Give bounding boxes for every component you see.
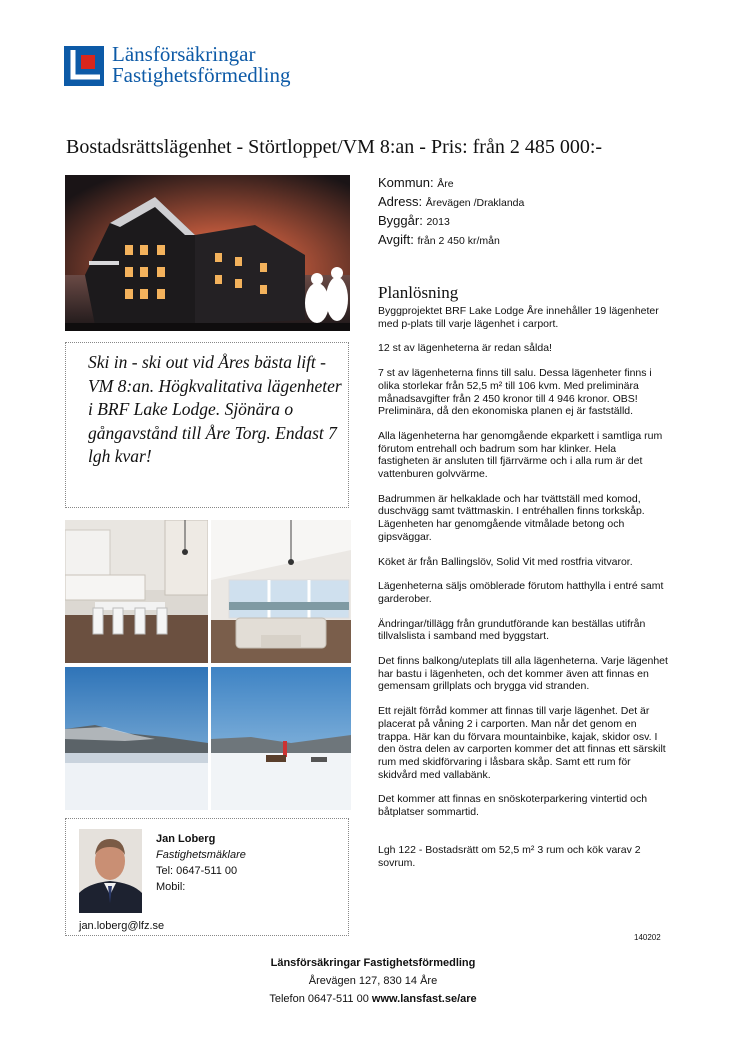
fact-label: Kommun: <box>378 175 434 190</box>
agent-name: Jan Loberg <box>156 833 216 845</box>
plan-heading: Planlösning <box>378 283 459 302</box>
plan-paragraph: Det finns balkong/uteplats till alla lägenheterna. Varje lägenhet har bastu i lägenheten, och det kommer även att finnas en gemensam grillplats och brygga vid stranden. <box>378 655 668 693</box>
document-code: 140202 <box>634 933 661 942</box>
brand-line-1: Länsförsäkringar <box>112 42 256 66</box>
agent-email[interactable]: jan.loberg@lfz.se <box>79 920 165 932</box>
plan-paragraph: Badrummen är helkaklade och har tvättställ med komod, duschvägg samt tvättmaskin. I entréhallen finns torkskåp. Lägenheten har genomgående vitmålade betong och gipsväggar. <box>378 492 645 543</box>
plan-paragraph: Ändringar/tillägg från grundutförande kan beställas utifrån tillvalslista i samband med byggstart. <box>378 617 646 643</box>
footer-address: Årevägen 127, 830 14 Åre <box>308 975 438 987</box>
plan-paragraph: Lägenheterna säljs omöblerade förutom hatthylla i entré samt garderober. <box>378 580 664 605</box>
highlight-text: Ski in - ski out vid Åres bästa lift - VM 8:an. Högkvalitativa lägenheter i BRF Lake Lodge. Sjönära o gångavstånd till Åre Torg. Endast 7 lgh kvar! <box>88 352 342 467</box>
plan-paragraph: Ett rejält förråd kommer att finnas till varje lägenhet. Det är placerat på våning 2 i carporten. Man når det genom en trappa. Här kan du förvara mountainbike, kajak, skidor osv. I den östra delen av carporten kommer det att finnas ett särskilt rum med skidförvaring i låsbara skåp. Samt ett rum för skidvård med vallabänk. <box>378 705 666 781</box>
agent-mobile: Mobil: <box>156 881 186 893</box>
kitchen-photo <box>65 520 208 663</box>
plan-paragraph: Alla lägenheterna har genomgående ekparkett i samtliga rum förutom entrehall och badrum som har klinker. Hela fastigheten är ansluten till fjärrvärme och i alla rum är det vattenburen golvvärme. <box>378 429 663 481</box>
footer-contact <box>0 993 746 1005</box>
plan-paragraph: Lgh 122 - Bostadsrätt om 52,5 m² 3 rum och kök varav 2 sovrum. <box>378 843 641 869</box>
fact-label: Adress: <box>378 194 423 209</box>
fact-row <box>378 193 524 212</box>
agent-phone: Tel: 0647-511 00 <box>156 865 238 877</box>
page-title: Bostadsrättslägenhet - Störtloppet/VM 8:an - Pris: från 2 485 000:- <box>66 136 603 158</box>
fact-row <box>378 231 524 250</box>
fact-value: Åre <box>437 178 454 190</box>
plan-paragraph: Köket är från Ballingslöv, Solid Vit med rostfria vitvaror. <box>378 555 633 568</box>
fact-value: 2013 <box>426 216 450 228</box>
fact-value: från 2 450 kr/mån <box>417 235 500 247</box>
plan-paragraph: 12 st av lägenheterna är redan sålda! <box>378 342 552 355</box>
highlight-box <box>65 342 349 508</box>
fact-label: Byggår: <box>378 213 423 228</box>
company-logo-text <box>112 44 290 86</box>
fact-value: Årevägen /Draklanda <box>425 197 525 209</box>
fact-row <box>378 174 524 193</box>
property-facts <box>378 174 524 250</box>
footer-website[interactable]: www.lansfast.se/are <box>371 993 477 1005</box>
living-room-photo <box>211 520 351 663</box>
agent-photo <box>79 829 142 913</box>
footer-phone: Telefon 0647-511 00 <box>269 993 372 1005</box>
footer-company: Länsförsäkringar Fastighetsförmedling <box>270 957 476 969</box>
logo-icon <box>64 46 104 86</box>
winter-beach-photo <box>211 667 351 810</box>
plan-paragraph: Byggprojektet BRF Lake Lodge Åre innehåller 19 lägenheter med p-plats till varje lägenhet i carport. <box>378 305 659 330</box>
agent-info <box>156 831 246 895</box>
agent-role: Fastighetsmäklare <box>156 849 246 861</box>
plan-paragraph: Det kommer att finnas en snöskoterparkering vintertid och båtplatser sommartid. <box>378 793 648 819</box>
building-photo <box>65 175 350 331</box>
winter-lake-photo <box>65 667 208 810</box>
plan-description <box>378 305 668 881</box>
plan-paragraph: 7 st av lägenheterna finns till salu. Dessa lägenheter finns i olika storlekar från 52,5 m² till 106 kvm. Med preliminära månadsavgifter från 2 450 kronor till 4 946 kronor. OBS! Preliminära, då den ekonomiska planen ej är fastställd. <box>378 367 652 418</box>
fact-row <box>378 212 524 231</box>
fact-label: Avgift: <box>378 232 414 247</box>
company-logo-mark <box>64 46 104 86</box>
brand-line-2: Fastighetsförmedling <box>112 63 291 87</box>
